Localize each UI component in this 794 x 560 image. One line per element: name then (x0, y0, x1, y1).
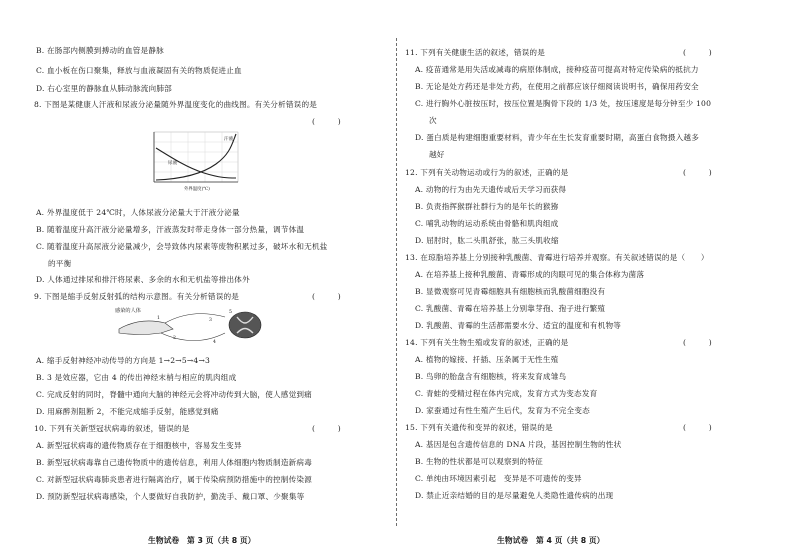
q12-option-d: D. 屈肘时，肱二头肌舒张，肱三头肌收缩 (415, 236, 559, 245)
q15-option-d: D. 禁止近亲结婚的目的是尽量避免人类隐性遗传病的出现 (415, 491, 614, 500)
q9-option-a: A. 缩手反射神经冲动传导的方向是 1→2→5→4→3 (36, 356, 211, 365)
right-page-footer: 生物试卷 第 4 页（共 8 页） (497, 536, 605, 545)
q8-answer-paren: ( ) (312, 117, 341, 126)
q11-option-a: A. 疫苗通常是用失活或减毒的病原体制成，接种疫苗可提高对特定传染病的抵抗力 (415, 65, 699, 74)
q13-option-c: C. 乳酸菌、青霉在培养基上分别靠芽孢、孢子进行繁殖 (415, 304, 606, 313)
q12-option-c: C. 哺乳动物的运动系统由骨骼和肌肉组成 (415, 219, 559, 228)
q10-stem: 10. 下列有关新型冠状病毒的叙述，错误的是 (34, 424, 190, 433)
q11-stem: 11. 下列有关健康生活的叙述，错误的是 (405, 48, 545, 57)
q9-figure-label: 感染的人体 (115, 308, 141, 314)
q11-option-c-cont: 次 (429, 116, 437, 125)
q10-answer-paren: ( ) (312, 424, 341, 433)
svg-text:3: 3 (209, 318, 212, 323)
q12-answer-paren: ( ) (683, 168, 712, 177)
right-page (397, 0, 794, 560)
q9-option-b: B. 3 是效应器，它由 4 的传出神经末梢与相应的肌肉组成 (36, 373, 237, 382)
q12-stem: 12. 下列有关动物运动或行为的叙述，正确的是 (405, 168, 569, 177)
q9-reflex-arc-figure (113, 303, 263, 349)
q8-stem: 8. 下图是某健康人汗液和尿液分泌量随外界温度变化的曲线图。有关分析错误的是 (34, 100, 318, 109)
q11-answer-paren: ( ) (683, 48, 712, 57)
q10-option-a: A. 新型冠状病毒的遗传物质存在于细胞核中，容易发生变异 (36, 441, 242, 450)
q10-option-b: B. 新型冠状病毒靠自己遗传物质中的遗传信息，利用人体细胞内物质制造新病毒 (36, 458, 312, 467)
q15-option-a: A. 基因是包含遗传信息的 DNA 片段，基因控制生物的性状 (415, 440, 622, 449)
q8-option-d: D. 人体通过排尿和排汗将尿素、多余的水和无机盐等排出体外 (36, 275, 250, 284)
q8-label-urine: 尿液 (168, 161, 178, 166)
q11-option-d-cont: 越好 (429, 150, 445, 159)
q8-label-sweat: 汗液 (224, 137, 234, 142)
q11-option-b: B. 无论是处方药还是非处方药，在使用之前都应该仔细阅读说明书，确保用药安全 (415, 82, 699, 91)
q14-option-d: D. 家蚕通过有性生殖产生后代，发育为不完全变态 (415, 406, 590, 415)
svg-text:4: 4 (213, 340, 216, 345)
svg-text:2: 2 (173, 336, 176, 341)
q12-option-a: A. 动物的行为由先天遗传或后天学习而获得 (415, 185, 567, 194)
q8-xaxis-label: 外界温度(℃) (184, 187, 210, 192)
q9-stem: 9. 下图是缩手反射反射弧的结构示意图。有关分析错误的是 (34, 292, 240, 301)
q15-stem: 15. 下列有关遗传和变异的叙述，错误的是 (405, 423, 553, 432)
q9-answer-paren: ( ) (312, 292, 341, 301)
q8-option-a: A. 外界温度低于 24℃时，人体尿液分泌量大于汗液分泌量 (36, 208, 240, 217)
q10-option-d: D. 预防新型冠状病毒感染，个人要做好自我防护，勤洗手、戴口罩、少聚集等 (36, 492, 305, 501)
q11-option-d: D. 蛋白质是构建细胞重要材料，青少年在生长发育重要时期，高蛋白食物摄入越多 (415, 133, 700, 142)
q7-option-b: B. 在肠部内侧膜到搏动的血管是静脉 (36, 46, 164, 55)
q8-option-c: C. 随着温度升高尿液分泌量减少，会导致体内尿素等废物积累过多，破坏水和无机盐 (36, 242, 328, 251)
q15-option-b: B. 生物的性状都是可以观察到的特征 (415, 457, 543, 466)
q10-option-c: C. 对新型冠状病毒肺炎患者进行隔离治疗，属于传染病预防措施中的控制传染源 (36, 475, 312, 484)
q9-option-c: C. 完成反射的同时，脊髓中通向大脑的神经元会将冲动传到大脑，使人感觉到痛 (36, 390, 312, 399)
q14-answer-paren: ( ) (683, 338, 712, 347)
q8-temperature-chart (142, 130, 242, 194)
left-page-footer: 生物试卷 第 3 页（共 8 页） (148, 536, 256, 545)
q13-option-d: D. 乳酸菌、青霉的生活都需要水分、适宜的温度和有机物等 (415, 321, 622, 330)
q14-stem: 14. 下列有关生物生殖或发育的叙述，正确的是 (405, 338, 569, 347)
q7-option-d: D. 右心室里的静脉血从肺动脉流向肺部 (36, 84, 172, 93)
q13-stem: 13. 在琼脂培养基上分别接种乳酸菌、青霉进行培养并观察。有关叙述错误的是（ ） (405, 253, 709, 262)
q11-option-c: C. 进行胸外心脏按压时，按压位置是胸骨下段的 1/3 处，按压速度是每分钟至少 100 (415, 99, 712, 108)
q8-option-b: B. 随着温度升高汗液分泌量增多，汗液蒸发时带走身体一部分热量，调节体温 (36, 225, 305, 234)
q8-option-c-cont: 的平衡 (48, 259, 72, 268)
q9-option-d: D. 用麻醉剂阻断 2，不能完成缩手反射，能感觉到痛 (36, 407, 219, 416)
q14-option-b: B. 鸟卵的胎盘含有细胞核，将来发育成雏鸟 (415, 372, 567, 381)
q15-answer-paren: ( ) (683, 423, 712, 432)
q7-option-c: C. 血小板在伤口聚集，释放与血液凝固有关的物质促进止血 (36, 66, 242, 75)
svg-text:5: 5 (229, 310, 232, 315)
svg-text:1: 1 (157, 316, 160, 321)
q12-option-b: B. 负责指挥猴群社群行为的是年长的猴猕 (415, 202, 559, 211)
q14-option-c: C. 青蛙的受精过程在体内完成，发育方式为变态发育 (415, 389, 598, 398)
q15-option-c: C. 单纯由环境因素引起 变异是不可遗传的变异 (415, 474, 582, 483)
q14-option-a: A. 植物的嫁接、扦插、压条属于无性生殖 (415, 355, 559, 364)
q13-option-b: B. 显微观察可见青霉细胞具有细胞核而乳酸菌细胞没有 (415, 287, 606, 296)
q13-option-a: A. 在培养基上接种乳酸菌、青霉形成的肉眼可见的集合体称为菌落 (415, 270, 645, 279)
